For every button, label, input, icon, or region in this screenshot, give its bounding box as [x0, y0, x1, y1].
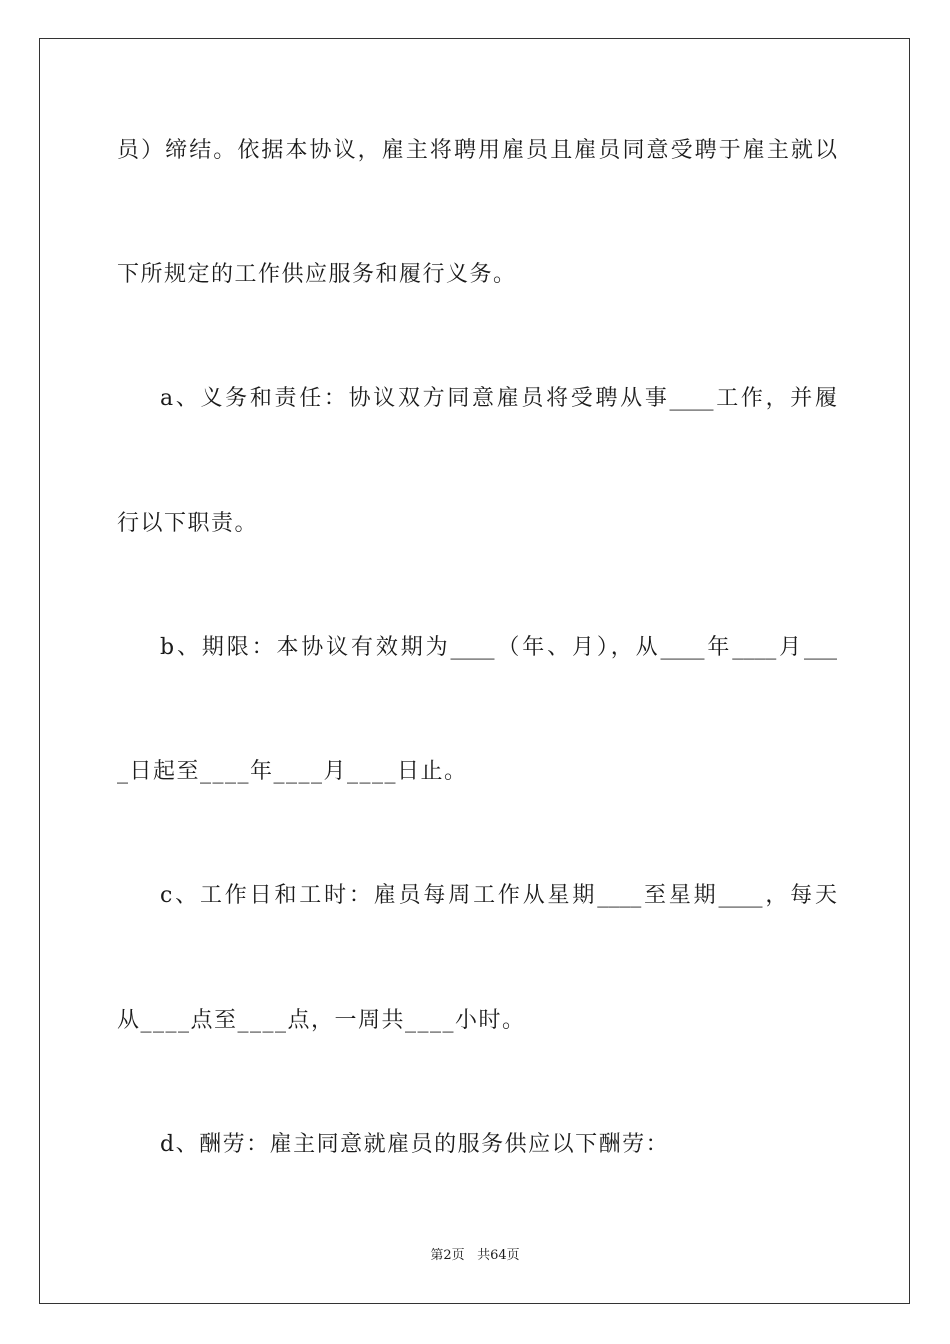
page-border — [39, 38, 910, 1304]
text-line: 行以下职责。 — [117, 511, 259, 536]
text-line: 从____点至____点，一周共____小时。 — [117, 1008, 526, 1033]
text-line: 下所规定的工作供应服务和履行义务。 — [117, 262, 517, 287]
page-number: 第2页 — [430, 1248, 465, 1263]
text-line: a、义务和责任：协议双方同意雇员将受聘从事____工作，并履 — [160, 386, 837, 411]
text-line: c、工作日和工时：雇员每周工作从星期____至星期____，每天 — [160, 883, 837, 908]
text-line: _日起至____年____月____日止。 — [117, 759, 468, 784]
text-line: 员）缔结。依据本协议，雇主将聘用雇员且雇员同意受聘于雇主就以 — [117, 138, 837, 163]
page-footer — [0, 1248, 950, 1264]
text-line: d、酬劳：雇主同意就雇员的服务供应以下酬劳： — [160, 1132, 670, 1157]
page-total: 共64页 — [477, 1248, 520, 1263]
text-line: b、期限：本协议有效期为____（年、月），从____年____月___ — [160, 635, 837, 660]
